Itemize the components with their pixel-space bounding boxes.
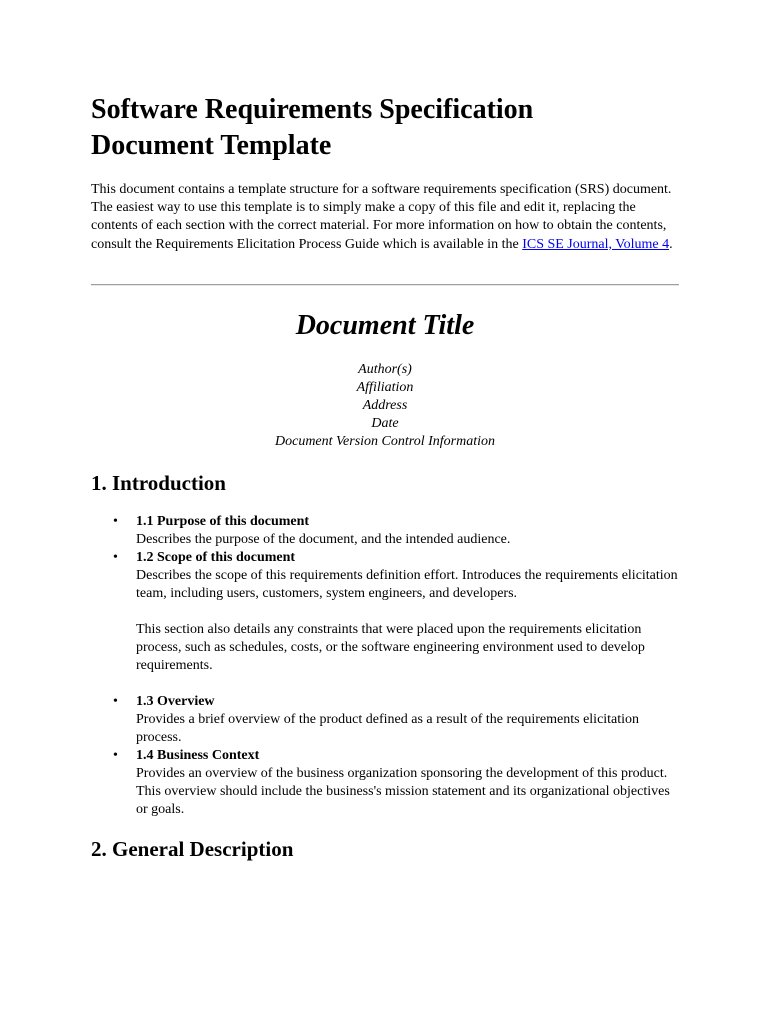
list-item-title: 1.3 Overview (136, 694, 215, 709)
document-meta (91, 361, 679, 451)
introduction-list (91, 513, 679, 819)
section-heading-general-description: 2. General Description (91, 837, 294, 861)
intro-text-end: . (669, 236, 673, 252)
list-item-title: 1.2 Scope of this document (136, 550, 296, 565)
page-title-line-2: Document Template (91, 130, 332, 161)
intro-paragraph (91, 181, 679, 254)
list-item-title: 1.1 Purpose of this document (136, 514, 310, 529)
section-heading-introduction: 1. Introduction (91, 471, 226, 495)
page-title (91, 92, 679, 164)
page-title-line-1: Software Requirements Specification (91, 94, 534, 125)
list-item-description: Provides an overview of the business organization sponsoring the development of this product. This overview should include the business's mission statement and its organizational objectives or goals. (136, 766, 670, 817)
meta-date: Date (371, 416, 399, 431)
meta-authors: Author(s) (358, 362, 412, 377)
list-item-description: Provides a brief overview of the product defined as a result of the requirements elicitation process. (136, 712, 640, 745)
intro-text: This document contains a template structure for a software requirements specification (SRS) document. The easiest way to use this template is to simply make a copy of this file and edit it, replacing the contents of each section with the correct material. For more information on how to obtain the contents, consult the Requirements Elicitation Process Guide which is available in the (91, 182, 672, 252)
meta-address: Address (362, 398, 408, 413)
list-item (91, 693, 679, 747)
bullet-icon: • (113, 694, 118, 709)
ics-se-journal-link[interactable]: ICS SE Journal, Volume 4 (522, 236, 670, 252)
horizontal-divider (91, 284, 679, 286)
bullet-icon: • (113, 748, 118, 763)
list-item (91, 513, 679, 549)
meta-version-control: Document Version Control Information (275, 434, 495, 449)
bullet-icon: • (113, 514, 118, 529)
document-title: Document Title (295, 310, 475, 341)
list-item-title: 1.4 Business Context (136, 748, 260, 763)
bullet-icon: • (113, 550, 118, 565)
meta-affiliation: Affiliation (356, 380, 414, 395)
list-item (91, 747, 679, 819)
list-item-description: Describes the purpose of the document, and the intended audience. (136, 532, 511, 547)
list-item-description: Describes the scope of this requirements definition effort. Introduces the requirements elicitation team, including users, customers, system engineers, and developers. (136, 568, 678, 601)
list-item (91, 549, 679, 693)
list-item-description-extra: This section also details any constraints that were placed upon the requirements elicitation process, such as schedules, costs, or the software engineering environment used to develop requirements. (136, 622, 645, 673)
